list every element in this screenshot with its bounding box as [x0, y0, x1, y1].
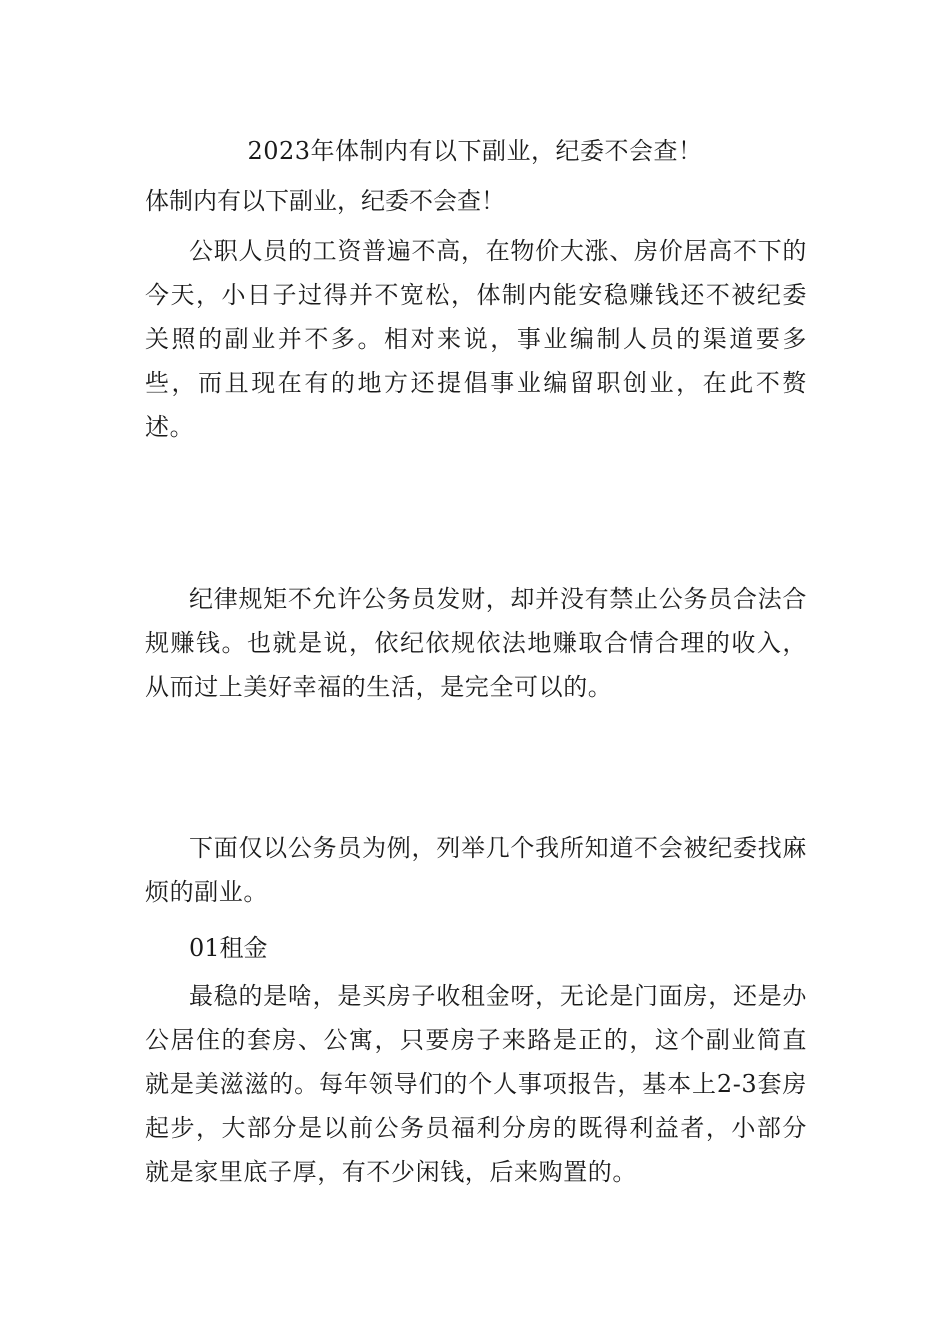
document-title: 2023年体制内有以下副业，纪委不会查！	[247, 137, 703, 165]
paragraph-lead-in: 下面仅以公务员为例，列举几个我所知道不会被纪委找麻烦的副业。	[145, 834, 807, 906]
paragraph-intro: 公职人员的工资普遍不高，在物价大涨、房价居高不下的今天，小日子过得并不宽松，体制内能安稳赚钱还不被纪委关照的副业并不多。相对来说，事业编制人员的渠道要多些，而且现在有的地方还提倡事业编留职创业，在此不赘述。	[145, 237, 807, 441]
section-heading-rent: 01租金	[189, 934, 268, 962]
paragraph-rules: 纪律规矩不允许公务员发财，却并没有禁止公务员合法合规赚钱。也就是说，依纪依规依法地赚取合情合理的收入，从而过上美好幸福的生活，是完全可以的。	[145, 585, 807, 701]
document-subtitle: 体制内有以下副业，纪委不会查！	[145, 187, 505, 215]
paragraph-rent: 最稳的是啥，是买房子收租金呀，无论是门面房，还是办公居住的套房、公寓，只要房子来路是正的，这个副业简直就是美滋滋的。每年领导们的个人事项报告，基本上2-3套房起步，大部分是以前公务员福利分房的既得利益者，小部分就是家里底子厚，有不少闲钱，后来购置的。	[145, 982, 807, 1186]
